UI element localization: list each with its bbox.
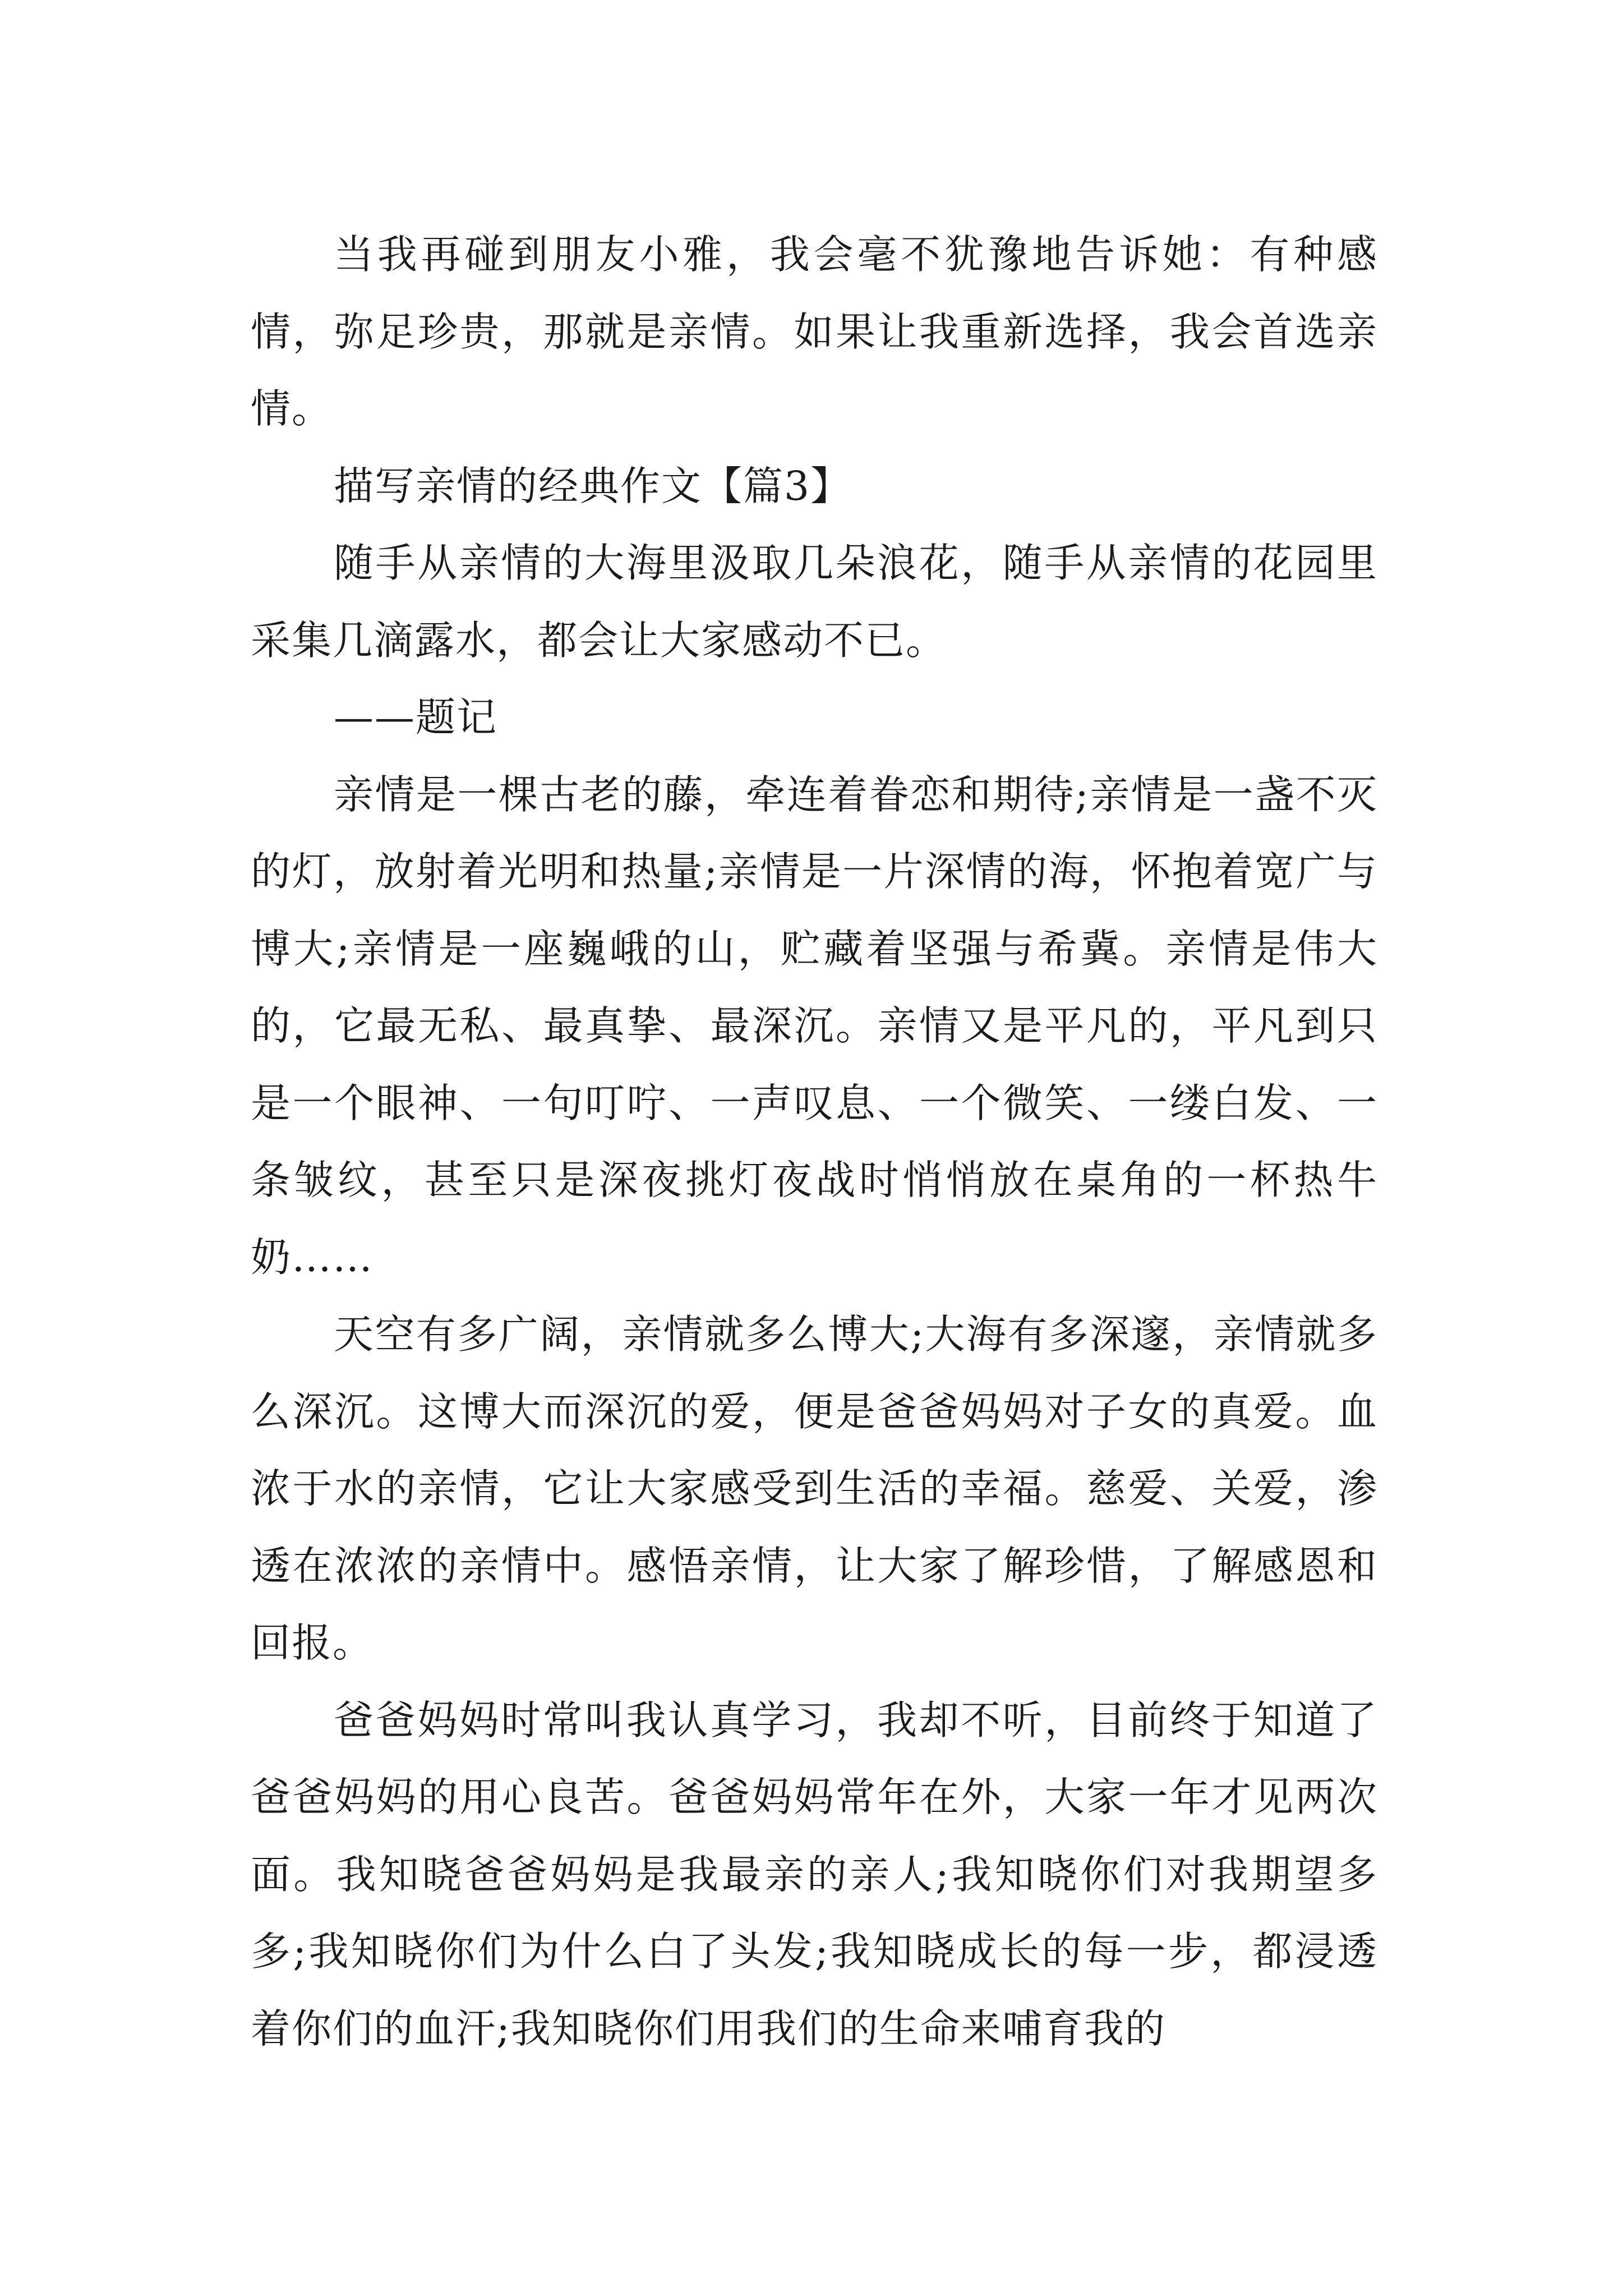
paragraph: 天空有多广阔，亲情就多么博大;大海有多深邃，亲情就多么深沉。这博大而深沉的爱，便是爸爸妈妈对子女的真爱。血浓于水的亲情，它让大家感受到生活的幸福。慈爱、关爱，渗透在浓浓的亲情中。感悟亲情，让大家了解珍惜，了解感恩和回报。 (251, 1311, 1378, 1666)
section-heading: 描写亲情的经典作文【篇3】 (334, 462, 852, 509)
document-body (251, 216, 1378, 2067)
paragraph: 亲情是一棵古老的藤，牵连着眷恋和期待;亲情是一盏不灭的灯，放射着光明和热量;亲情是一片深情的海，怀抱着宽广与博大;亲情是一座巍峨的山，贮藏着坚强与希冀。亲情是伟大的，它最无私、最真挚、最深沉。亲情又是平凡的，平凡到只是一个眼神、一句叮咛、一声叹息、一个微笑、一缕白发、一条皱纹，甚至只是深夜挑灯夜战时悄悄放在桌角的一杯热牛奶…… (251, 771, 1378, 1281)
epigraph-attribution: ——题记 (334, 694, 498, 740)
paragraph: 当我再碰到朋友小雅，我会毫不犹豫地告诉她：有种感情，弥足珍贵，那就是亲情。如果让我重新选择，我会首选亲情。 (251, 231, 1378, 432)
paragraph: 随手从亲情的大海里汲取几朵浪花，随手从亲情的花园里采集几滴露水，都会让大家感动不已。 (251, 540, 1378, 664)
paragraph: 爸爸妈妈时常叫我认真学习，我却不听，目前终于知道了爸爸妈妈的用心良苦。爸爸妈妈常年在外，大家一年才见两次面。我知晓爸爸妈妈是我最亲的亲人;我知晓你们对我期望多多;我知晓你们为什么白了头发;我知晓成长的每一步，都浸透着你们的血汗;我知晓你们用我们的生命来哺育我的 (251, 1696, 1378, 2052)
